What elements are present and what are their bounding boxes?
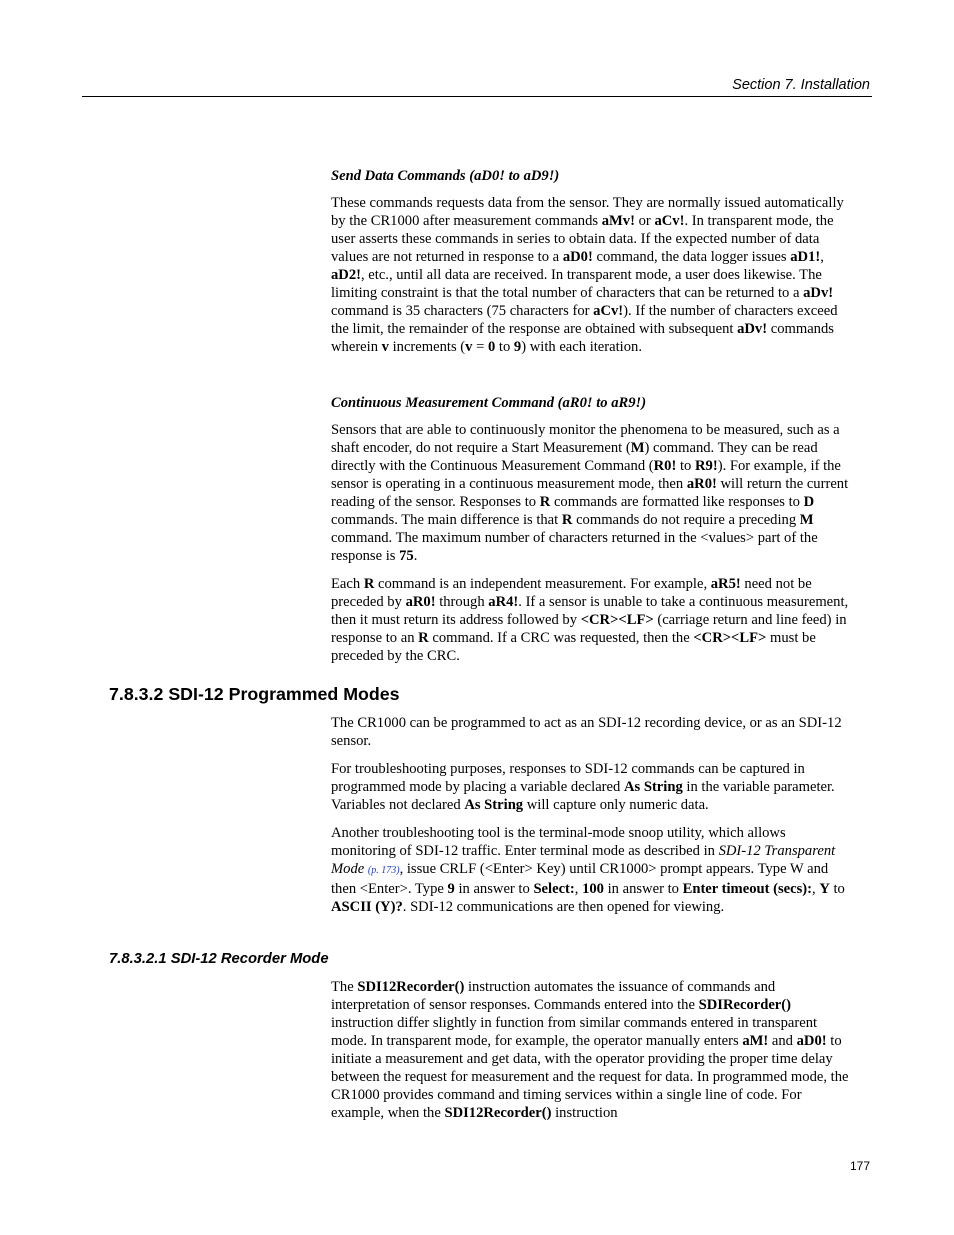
bold-term: Enter timeout (secs):: [682, 881, 813, 897]
header-rule: [82, 96, 872, 97]
text-run: ). For example, if the sensor is operating in a continuous measurement mode, then: [331, 458, 841, 492]
bold-term: R: [561, 512, 573, 528]
bold-term: R: [418, 630, 429, 646]
bold-term: v: [465, 339, 473, 355]
text-run: to: [676, 458, 695, 474]
page-reference-link[interactable]: (p. 173): [367, 865, 400, 876]
text-run: ,: [820, 249, 824, 265]
bold-term: aM!: [742, 1033, 769, 1049]
recorder-mode-heading: 7.8.3.2.1 SDI-12 Recorder Mode: [109, 951, 329, 967]
bold-term: D: [803, 494, 815, 510]
text-run: or: [634, 213, 655, 229]
text-run: to initiate a measurement and get data, with the operator providing the proper time delay between the request for measurement and the request for data. In programmed mode, the CR1000 provides command and timing services within a single line of code. For example, when the: [331, 1033, 849, 1121]
text-run: commands. The main difference is that: [331, 512, 562, 528]
bold-term: aR4!: [488, 594, 519, 610]
text-run: in the variable parameter. Variables not declared: [331, 779, 835, 813]
recorder-mode-paragraph: [331, 978, 849, 1122]
text-run: command, the data logger issues: [592, 249, 791, 265]
bold-term: v: [381, 339, 389, 355]
bold-term: aR0!: [405, 594, 436, 610]
programmed-modes-paragraph-3: [331, 824, 849, 916]
send-data-body: [331, 194, 849, 356]
running-header: Section 7. Installation: [732, 77, 870, 93]
text-run: Each: [331, 576, 364, 592]
text-run: command. The maximum number of characters returned in the <values> part of the response is: [331, 530, 818, 564]
bold-term: aD0!: [796, 1033, 827, 1049]
text-run: to: [495, 339, 514, 355]
send-data-paragraph: [331, 194, 849, 356]
bold-term: aDv!: [803, 285, 834, 301]
bold-term: 100: [582, 881, 604, 897]
text-run: . In transparent mode, the user asserts these commands in series to obtain data. If the expected number of data values are not returned in response to a: [331, 213, 834, 265]
bold-term: M: [799, 512, 814, 528]
continuous-body: [331, 421, 849, 665]
italic-term: SDI-12 Transparent Mode: [331, 843, 836, 877]
text-run: commands do not require a preceding: [572, 512, 800, 528]
bold-term: R0!: [653, 458, 677, 474]
text-run: ) with each iteration.: [521, 339, 642, 355]
text-run: in answer to: [454, 881, 534, 897]
text-run: command is 35 characters (75 characters for: [331, 303, 594, 319]
bold-term: SDI12Recorder(): [357, 979, 465, 995]
text-run: need not be preceded by: [331, 576, 812, 610]
text-run: instruction: [551, 1105, 618, 1121]
bold-term: R: [539, 494, 551, 510]
bold-term: 9: [513, 339, 522, 355]
text-run: (carriage return and line feed) in response to an: [331, 612, 847, 646]
text-run: commands wherein: [331, 321, 834, 355]
text-run: ,: [574, 881, 583, 897]
text-run: ) command. They can be read directly with the Continuous Measurement Command (: [331, 440, 818, 474]
bold-term: aD0!: [562, 249, 593, 265]
text-run: command. If a CRC was requested, then the: [428, 630, 694, 646]
bold-term: 9: [447, 881, 455, 897]
text-run: Sensors that are able to continuously monitor the phenomena to be measured, such as a shaft encoder, do not require a Start Measurement (: [331, 422, 840, 456]
bold-term: 75: [399, 548, 414, 564]
bold-term: aMv!: [601, 213, 635, 229]
bold-term: aDv!: [737, 321, 768, 337]
bold-term: As String: [623, 779, 683, 795]
text-run: These commands requests data from the sensor. They are normally issued automatically by the CR1000 after measurement commands: [331, 195, 844, 229]
continuous-paragraph-2: [331, 575, 849, 665]
text-run: instruction automates the issuance of commands and interpretation of sensor responses. Commands entered into the: [331, 979, 776, 1013]
bold-term: <CR><LF>: [580, 612, 654, 628]
text-run: through: [435, 594, 489, 610]
continuous-paragraph-1: [331, 421, 849, 565]
bold-term: R9!: [695, 458, 718, 474]
bold-term: ASCII (Y)?: [331, 899, 403, 915]
bold-term: aD1!: [790, 249, 821, 265]
programmed-modes-paragraph-1: [331, 714, 849, 750]
text-run: command is an independent measurement. For example,: [374, 576, 711, 592]
bold-term: aCv!: [593, 303, 624, 319]
text-run: increments (: [388, 339, 466, 355]
text-run: instruction differ slightly in function from similar commands entered in transparent mode. In transparent mode, for example, the operator manually enters: [331, 1015, 818, 1049]
bold-term: Y: [819, 881, 830, 897]
text-run: must be preceded by the CRC.: [331, 630, 816, 664]
bold-term: As String: [464, 797, 524, 813]
programmed-modes-heading: 7.8.3.2 SDI-12 Programmed Modes: [109, 684, 400, 704]
bold-term: aCv!: [654, 213, 685, 229]
programmed-modes-paragraph-2: [331, 760, 849, 814]
text-run: in answer to: [603, 881, 683, 897]
bold-term: SDIRecorder(): [698, 997, 792, 1013]
programmed-modes-body: [331, 714, 849, 916]
bold-term: aD2!: [331, 267, 361, 283]
text-run: and: [768, 1033, 797, 1049]
text-run: =: [472, 339, 488, 355]
text-run: For troubleshooting purposes, responses to SDI-12 commands can be captured in programmed mode by placing a variable declared: [331, 761, 805, 795]
text-run: commands are formatted like responses to: [550, 494, 804, 510]
bold-term: aR5!: [710, 576, 741, 592]
bold-term: 0: [487, 339, 496, 355]
continuous-heading: Continuous Measurement Command (aR0! to aR9!): [331, 395, 647, 411]
text-run: will capture only numeric data.: [523, 797, 709, 813]
text-run: will return the current reading of the sensor. Responses to: [331, 476, 849, 510]
bold-term: SDI12Recorder(): [444, 1105, 552, 1121]
bold-term: Select:: [533, 881, 575, 897]
text-run: . If a sensor is unable to take a continuous measurement, then it must return its address followed by: [331, 594, 849, 628]
text-run: Another troubleshooting tool is the terminal-mode snoop utility, which allows monitoring of SDI-12 traffic. Enter terminal mode as described in: [331, 825, 786, 859]
text-run: .: [413, 548, 418, 564]
text-run: , etc., until all data are received. In transparent mode, a user does likewise. The limiting constraint is that the total number of characters that can be returned to a: [331, 267, 822, 301]
text-run: The: [331, 979, 358, 995]
text-run: , issue CRLF (<Enter> Key) until CR1000> prompt appears. Type W and then <Enter>. Type: [331, 861, 829, 897]
recorder-mode-body: [331, 978, 849, 1122]
text-run: ,: [812, 881, 820, 897]
text-run: ). If the number of characters exceed the limit, the remainder of the response are obtained with subsequent: [331, 303, 838, 337]
bold-term: R: [363, 576, 375, 592]
bold-term: M: [630, 440, 645, 456]
bold-term: <CR><LF>: [693, 630, 767, 646]
text-run: to: [829, 881, 845, 897]
send-data-heading: Send Data Commands (aD0! to aD9!): [331, 168, 560, 184]
bold-term: aR0!: [686, 476, 717, 492]
text-run: The CR1000 can be programmed to act as an SDI-12 recording device, or as an SDI-12 sensor.: [331, 715, 842, 749]
page-number: 177: [849, 1159, 870, 1173]
text-run: . SDI-12 communications are then opened for viewing.: [402, 899, 725, 915]
